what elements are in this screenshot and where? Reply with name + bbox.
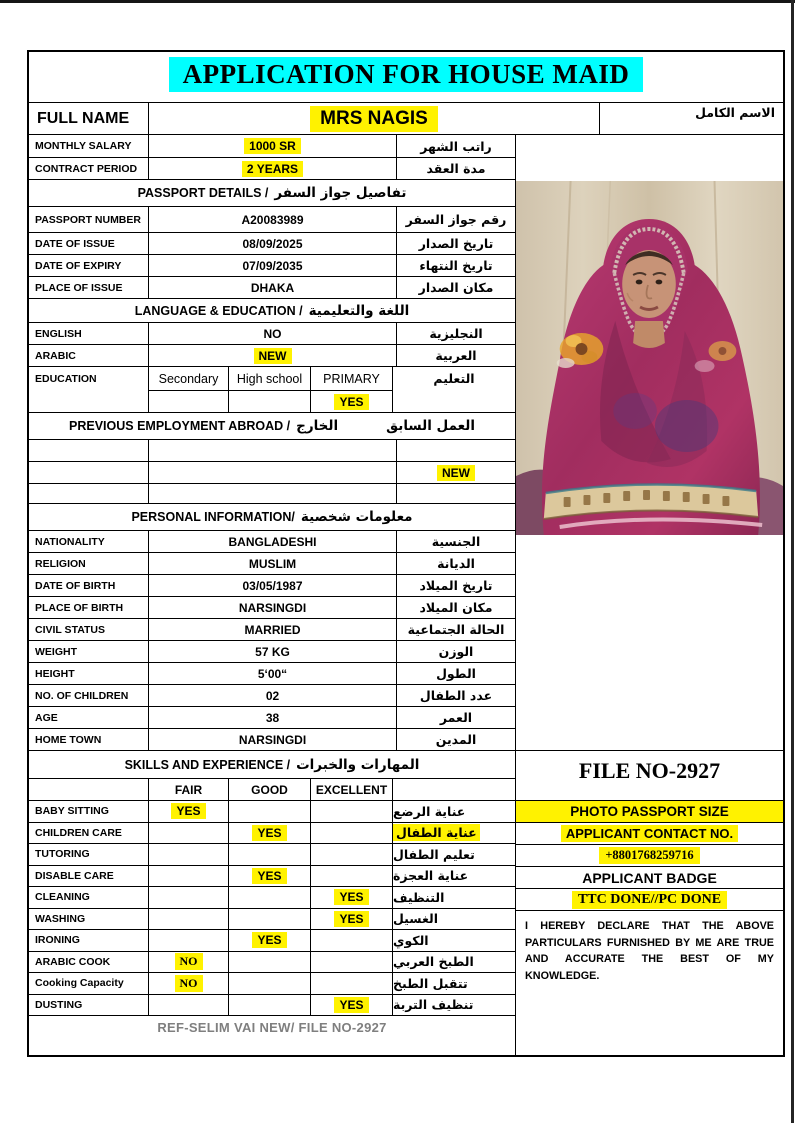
date-of-issue-arabic: تاريخ الصدار	[418, 236, 494, 251]
skills-header-arabic: المهارات والخبرات	[296, 756, 420, 773]
home-town-row: HOME TOWN NARSINGDI المدين	[29, 728, 515, 750]
arabic-value: NEW	[254, 348, 292, 364]
form-page	[27, 50, 785, 1057]
applicant-badge-label: APPLICANT BADGE	[516, 866, 783, 888]
full-name-label: FULL NAME	[29, 103, 149, 134]
skills-column-header-row	[29, 778, 515, 800]
arabic-label: ARABIC	[29, 345, 149, 366]
full-name-value: MRS NAGIS	[310, 106, 438, 132]
personal-header-arabic: معلومات شخصية	[300, 509, 413, 525]
civil-status-row: CIVIL STATUS MARRIED الحالة الجتماعية	[29, 618, 515, 640]
employment-section-header	[29, 412, 515, 439]
photo-passport-size-label: PHOTO PASSPORT SIZE	[516, 800, 783, 822]
reference-footer: REF-SELIM VAI NEW/ FILE NO-2927	[29, 1015, 515, 1055]
col-header-fair: FAIR	[149, 779, 229, 800]
passport-header-en: PASSPORT DETAILS /	[137, 186, 269, 200]
monthly-salary-arabic: راتب الشهر	[420, 138, 492, 154]
skill-row-washing: WASHING YES الغسيل	[29, 908, 515, 930]
date-of-issue-value: 08/09/2025	[149, 233, 397, 254]
contract-period-arabic: مدة العقد	[426, 161, 486, 176]
skill-row-baby-sitting: BABY SITTING YES عناية الرضع	[29, 800, 515, 822]
employment-row-2	[29, 461, 515, 483]
children-row: NO. OF CHILDREN 02 عدد الطفال	[29, 684, 515, 706]
personal-section-header	[29, 503, 515, 530]
education-high-school: High school	[229, 367, 311, 390]
arabic-row	[29, 344, 515, 366]
form-left-table	[29, 135, 515, 1055]
passport-number-row	[29, 206, 515, 232]
contract-period-row	[29, 157, 515, 179]
applicant-contact-label: APPLICANT CONTACT NO.	[561, 825, 738, 842]
skill-row-disable-care: DISABLE CARE YES عناية العجزة	[29, 865, 515, 887]
page-title: APPLICATION FOR HOUSE MAID	[169, 57, 644, 92]
contract-period-value: 2 YEARS	[242, 161, 303, 177]
applicant-phone-number: +8801768259716	[599, 847, 699, 864]
employment-header-arabic-2: العمل السابق	[386, 418, 475, 434]
scan-edge-top	[0, 0, 795, 3]
date-of-birth-row: DATE OF BIRTH 03/05/1987 تاريخ الميلاد	[29, 574, 515, 596]
date-of-issue-label: DATE OF ISSUE	[29, 233, 149, 254]
employment-new-badge: NEW	[437, 465, 475, 481]
education-answer: YES	[334, 394, 368, 410]
english-value: NO	[149, 323, 397, 344]
language-header-en: LANGUAGE & EDUCATION /	[134, 303, 303, 318]
skill-row-cleaning: CLEANING YES التنظيف	[29, 886, 515, 908]
skills-section-header	[29, 750, 515, 778]
place-of-issue-label: PLACE OF ISSUE	[29, 277, 149, 298]
col-header-excellent: EXCELLENT	[311, 779, 393, 800]
monthly-salary-row	[29, 135, 515, 157]
applicant-contact-row	[516, 822, 783, 844]
english-label: ENGLISH	[29, 323, 149, 344]
place-of-issue-value: DHAKA	[149, 277, 397, 298]
skill-row-cooking-capacity: Cooking Capacity NO تتقبل الطبخ	[29, 972, 515, 994]
education-arabic: التعليم	[433, 371, 475, 386]
religion-row: RELIGION MUSLIM الديانة	[29, 552, 515, 574]
applicant-photo	[516, 181, 783, 535]
age-row: AGE 38 العمر	[29, 706, 515, 728]
full-name-label-arabic: الاسم الكامل	[695, 105, 775, 120]
passport-section-header	[29, 179, 515, 206]
english-arabic: النجليزية	[429, 326, 483, 341]
monthly-salary-label: MONTHLY SALARY	[29, 135, 149, 157]
applicant-photo-image	[516, 181, 783, 535]
weight-row: WEIGHT 57 KG الوزن	[29, 640, 515, 662]
applicant-badge-value: TTC DONE//PC DONE	[572, 891, 727, 909]
contract-period-label: CONTRACT PERIOD	[29, 158, 149, 179]
full-name-row	[29, 102, 783, 135]
form-right-panel	[515, 135, 783, 1055]
date-of-expiry-value: 07/09/2035	[149, 255, 397, 276]
applicant-phone-row	[516, 844, 783, 866]
education-row-2	[29, 390, 515, 412]
skill-row-children-care: CHILDREN CARE YES عناية الطفال	[29, 822, 515, 844]
language-header-arabic: اللغة والتعليمية	[308, 302, 410, 319]
full-name-value-cell	[149, 103, 600, 134]
passport-number-arabic: رقم جواز السفر	[405, 212, 507, 227]
employment-empty-row-1	[29, 439, 515, 461]
applicant-badge-row	[516, 888, 783, 910]
employment-header-arabic-1: الخارج	[296, 418, 339, 434]
col-header-good: GOOD	[229, 779, 311, 800]
skills-header-en: SKILLS AND EXPERIENCE /	[124, 757, 291, 772]
date-of-expiry-row	[29, 254, 515, 276]
place-of-birth-row: PLACE OF BIRTH NARSINGDI مكان الميلاد	[29, 596, 515, 618]
scan-edge-right	[791, 0, 794, 1123]
personal-header-en: PERSONAL INFORMATION/	[131, 510, 295, 524]
skill-row-ironing: IRONING YES الكوي	[29, 929, 515, 951]
language-section-header	[29, 298, 515, 322]
skill-row-arabic-cook: ARABIC COOK NO الطبخ العربي	[29, 951, 515, 973]
skill-row-tutoring: TUTORING تعليم الطفال	[29, 843, 515, 865]
passport-number-value: A20083989	[149, 207, 397, 232]
education-row-1	[29, 366, 515, 390]
declaration-text: I HEREBY DECLARE THAT THE ABOVE PARTICULARS FURNISHED BY ME ARE TRUE AND ACCURATE THE BEST OF MY KNOWLEDGE.	[516, 910, 783, 1055]
place-of-issue-arabic: مكان الصدار	[418, 280, 494, 295]
passport-number-label: PASSPORT NUMBER	[29, 207, 149, 232]
height-row: HEIGHT 5‘00“ الطول	[29, 662, 515, 684]
file-number: FILE NO-2927	[516, 750, 783, 800]
arabic-arabic: العربية	[435, 348, 477, 363]
form-title-row	[29, 52, 783, 102]
date-of-expiry-label: DATE OF EXPIRY	[29, 255, 149, 276]
place-of-issue-row	[29, 276, 515, 298]
skill-row-dusting: DUSTING YES تنظيف التربة	[29, 994, 515, 1016]
education-label: EDUCATION	[29, 367, 149, 390]
education-secondary: Secondary	[149, 367, 229, 390]
education-primary: PRIMARY	[311, 367, 393, 390]
passport-header-arabic: تفاصيل جواز السفر	[274, 185, 407, 201]
english-row	[29, 322, 515, 344]
employment-header-en: PREVIOUS EMPLOYMENT ABROAD /	[69, 419, 291, 433]
monthly-salary-value: 1000 SR	[244, 138, 301, 154]
nationality-row: NATIONALITY BANGLADESHI الجنسية	[29, 530, 515, 552]
date-of-issue-row	[29, 232, 515, 254]
employment-empty-row-3	[29, 483, 515, 503]
date-of-expiry-arabic: تاريخ النتهاء	[419, 258, 493, 273]
